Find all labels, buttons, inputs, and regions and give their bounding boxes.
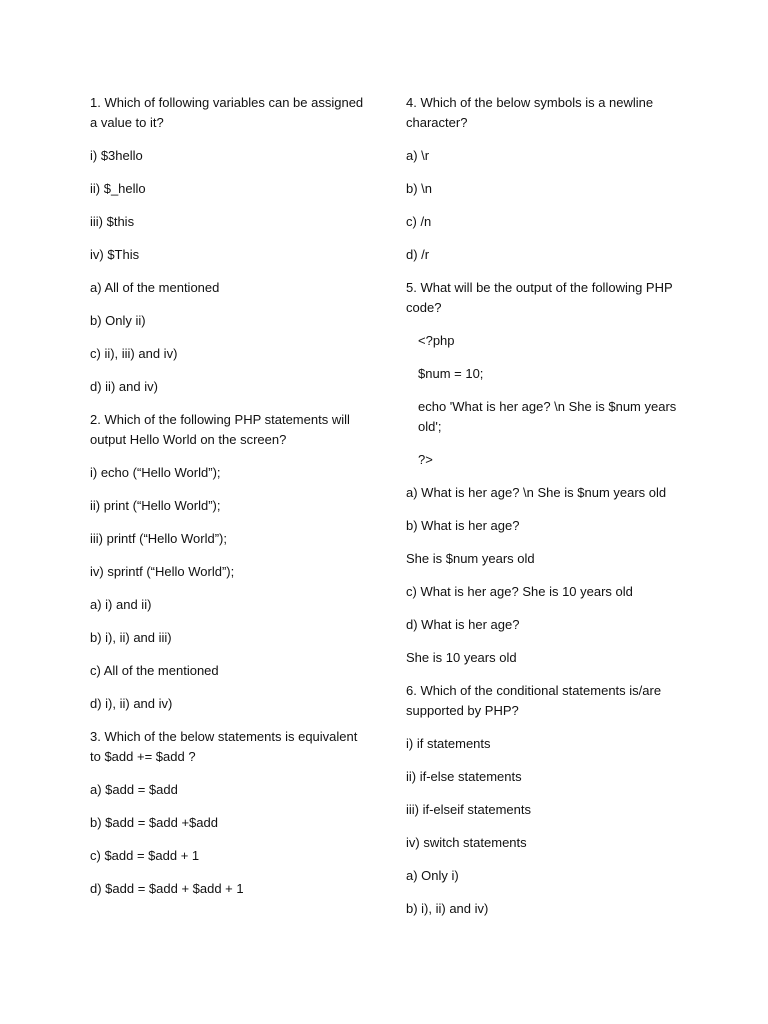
q2-item-iv: iv) sprintf (“Hello World”); xyxy=(90,564,235,579)
q5-option-d: d) What is her age? xyxy=(406,617,520,632)
q5-option-d-continued: She is 10 years old xyxy=(406,650,517,665)
q1-option-d: d) ii) and iv) xyxy=(90,379,158,394)
question-6: 6. Which of the conditional statements is/are supported by PHP? xyxy=(406,683,665,718)
right-column xyxy=(406,93,686,932)
q6-item-iv: iv) switch statements xyxy=(406,835,527,850)
q1-item-i: i) $3hello xyxy=(90,148,143,163)
q5-option-b-continued: She is $num years old xyxy=(406,551,535,566)
q1-option-b: b) Only ii) xyxy=(90,313,146,328)
q5-option-b: b) What is her age? xyxy=(406,518,520,533)
q4-option-b: b) \n xyxy=(406,181,433,196)
q2-option-b: b) i), ii) and iii) xyxy=(90,630,172,645)
code-line-echo: echo 'What is her age? \n She is $num years old'; xyxy=(418,399,680,434)
q6-option-a: a) Only i) xyxy=(406,868,459,883)
q3-option-b: b) $add = $add +$add xyxy=(90,815,218,830)
question-1: 1. Which of following variables can be assigned a value to it? xyxy=(90,95,367,130)
q4-option-a: a) \r xyxy=(406,148,430,163)
q1-item-iii: iii) $this xyxy=(90,214,135,229)
question-5: 5. What will be the output of the following PHP code? xyxy=(406,280,677,315)
q6-item-i: i) if statements xyxy=(406,736,491,751)
q6-item-iii: iii) if-elseif statements xyxy=(406,802,531,817)
question-3: 3. Which of the below statements is equivalent to $add += $add ? xyxy=(90,729,361,764)
q2-option-c: c) All of the mentioned xyxy=(90,663,219,678)
q2-item-iii: iii) printf (“Hello World”); xyxy=(90,531,227,546)
q3-option-a: a) $add = $add xyxy=(90,782,178,797)
code-line-assignment: $num = 10; xyxy=(418,366,484,381)
q5-option-c: c) What is her age? She is 10 years old xyxy=(406,584,633,599)
q1-item-ii: ii) $_hello xyxy=(90,181,146,196)
q2-item-i: i) echo (“Hello World”); xyxy=(90,465,221,480)
q1-item-iv: iv) $This xyxy=(90,247,140,262)
q2-item-ii: ii) print (“Hello World”); xyxy=(90,498,221,513)
q6-option-b: b) i), ii) and iv) xyxy=(406,901,489,916)
q1-option-a: a) All of the mentioned xyxy=(90,280,220,295)
code-line-open-tag: <?php xyxy=(418,333,455,348)
q4-option-c: c) /n xyxy=(406,214,432,229)
q2-option-d: d) i), ii) and iv) xyxy=(90,696,173,711)
question-2: 2. Which of the following PHP statements will output Hello World on the screen? xyxy=(90,412,354,447)
q6-item-ii: ii) if-else statements xyxy=(406,769,522,784)
q1-option-c: c) ii), iii) and iv) xyxy=(90,346,178,361)
left-column xyxy=(90,93,370,912)
q3-option-c: c) $add = $add + 1 xyxy=(90,848,200,863)
question-4: 4. Which of the below symbols is a newline character? xyxy=(406,95,657,130)
q4-option-d: d) /r xyxy=(406,247,430,262)
q5-option-a: a) What is her age? \n She is $num years old xyxy=(406,485,667,500)
q3-option-d: d) $add = $add + $add + 1 xyxy=(90,881,244,896)
q2-option-a: a) i) and ii) xyxy=(90,597,152,612)
code-line-close-tag: ?> xyxy=(418,452,433,467)
